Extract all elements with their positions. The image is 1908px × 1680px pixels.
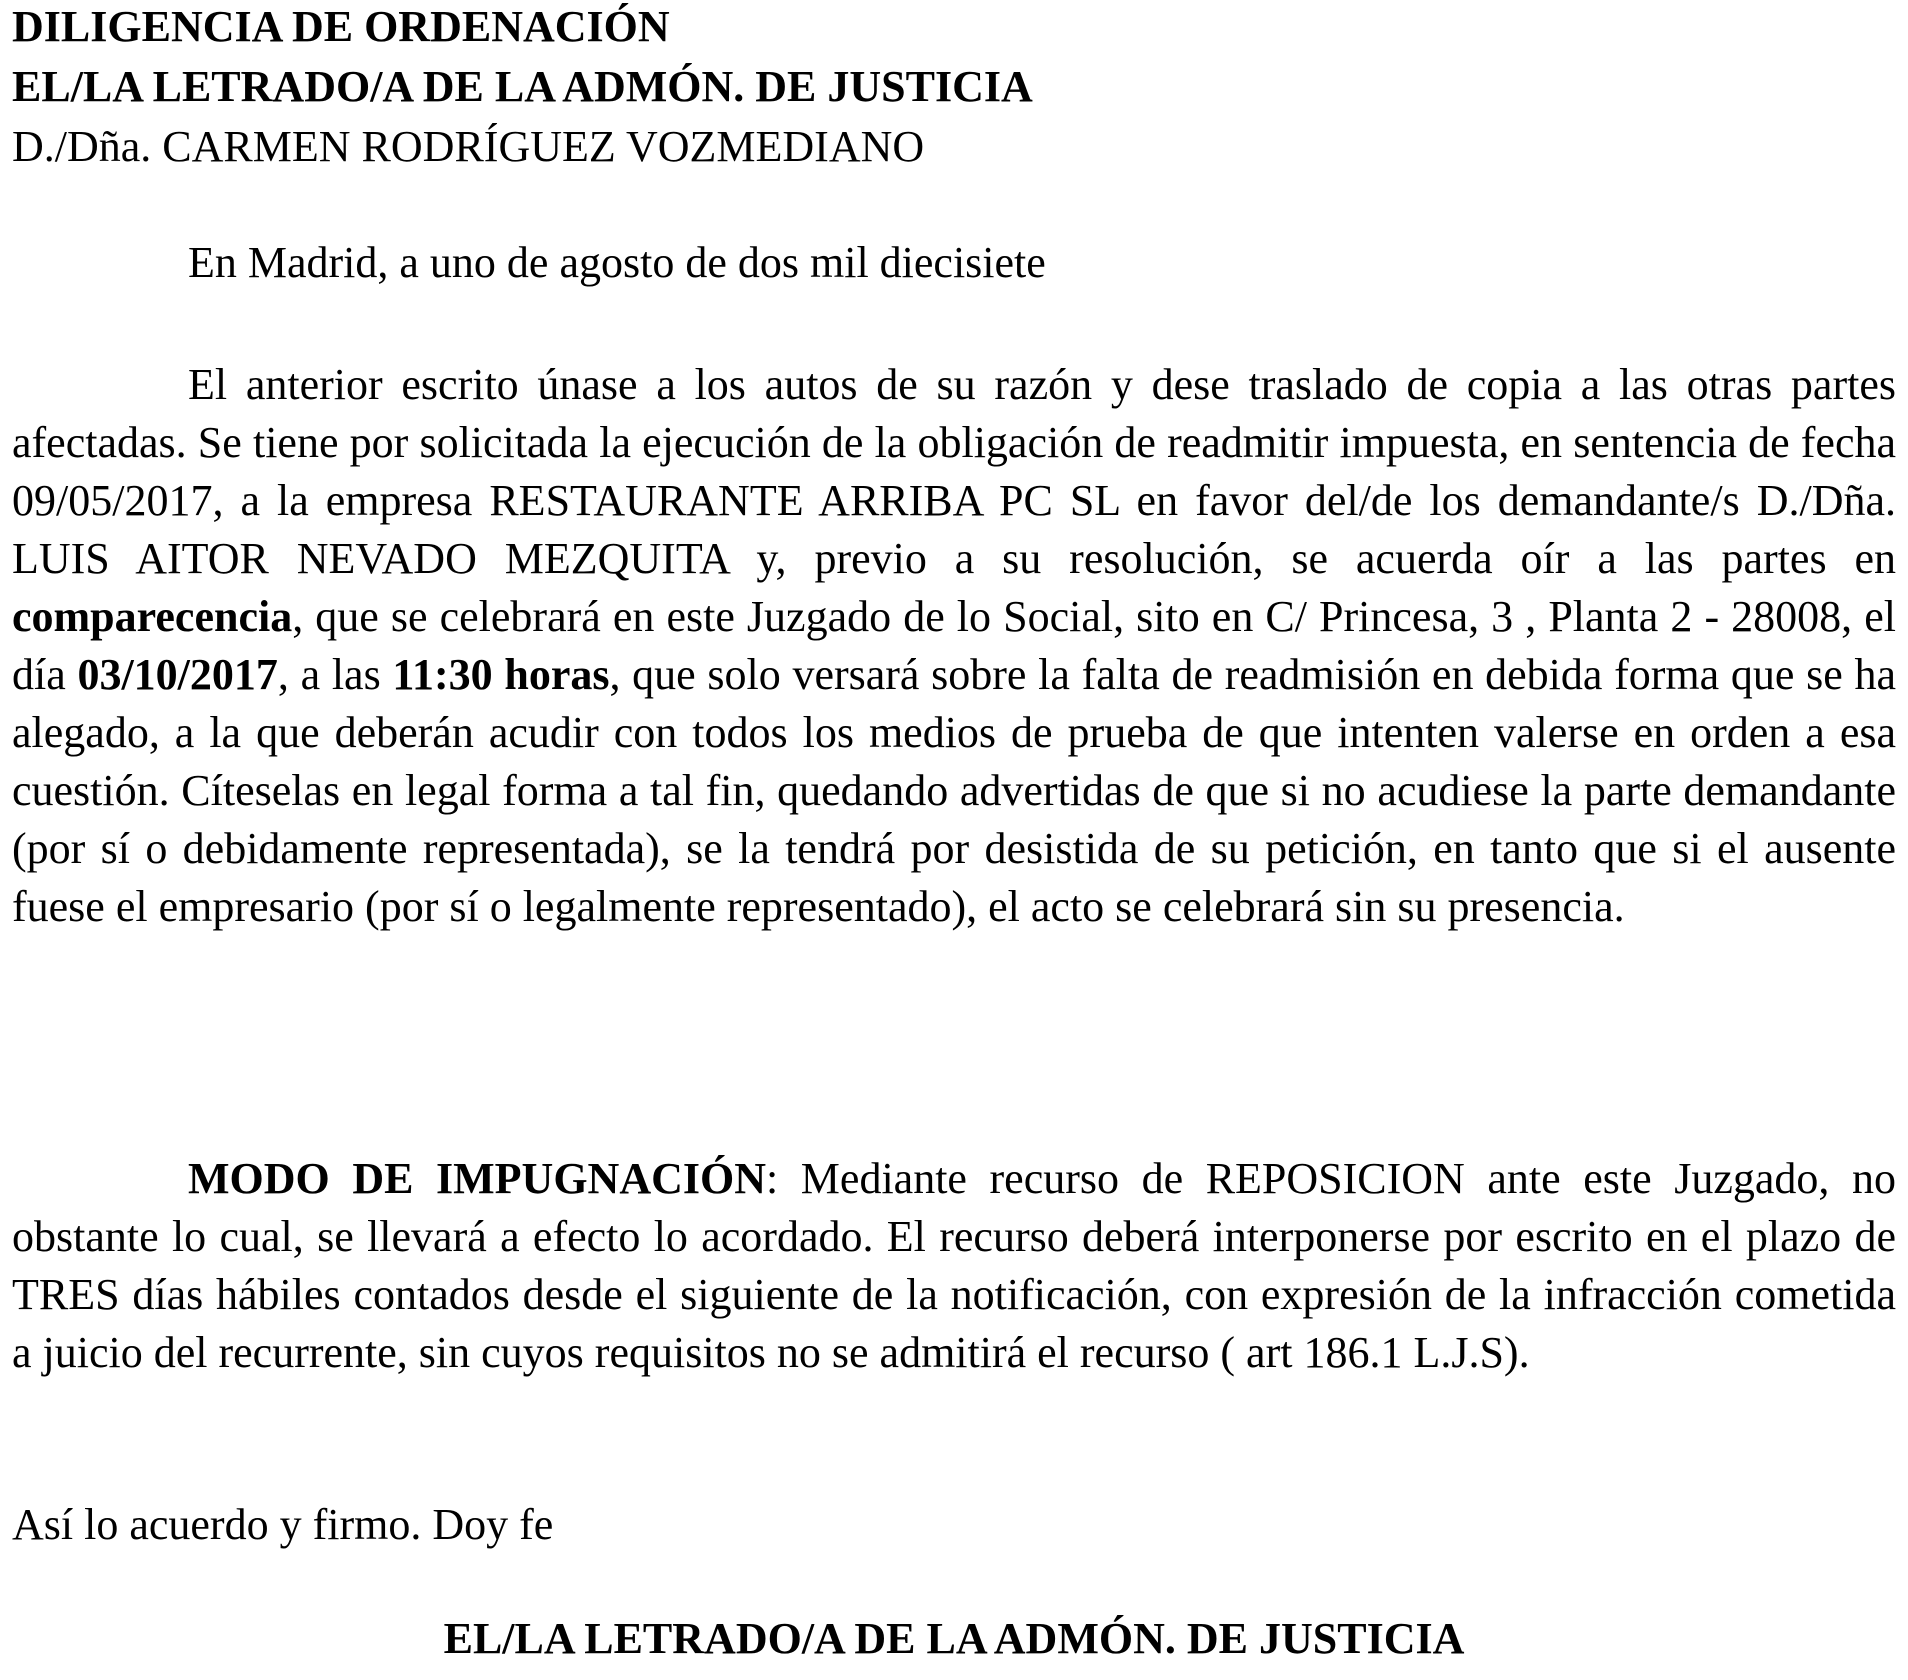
order-text-4: , que solo versará sobre la falta de readmisión en debida forma que se ha alegado, a la que deberán acudir con todos los medios de prueba de que intenten valerse en orden a esa cuestión. Cíteselas en legal forma a tal fin, quedando advertidas de que si no acudiese la parte demandante (por sí o debidamente representada), se la tendrá por desistida de su petición, en tanto que si el ausente fuese el empresario (por sí o legalmente representado), el acto se celebrará sin su presencia. xyxy=(12,650,1896,931)
order-text-3: , a las xyxy=(277,650,393,699)
appeal-paragraph xyxy=(12,1150,1896,1382)
footer-role-title: EL/LA LETRADO/A DE LA ADMÓN. DE JUSTICIA xyxy=(443,1614,1465,1663)
date-line: En Madrid, a uno de agosto de dos mil diecisiete xyxy=(188,238,1046,287)
document-title: DILIGENCIA DE ORDENACIÓN xyxy=(12,2,670,51)
official-name: D./Dña. CARMEN RODRÍGUEZ VOZMEDIANO xyxy=(12,122,925,171)
comparecencia-bold: comparecencia xyxy=(12,592,293,641)
order-text-2: , que se celebrará en este Juzgado de lo Social, sito en C/ Princesa, 3 , Planta 2 - 28008, el día xyxy=(12,592,1896,699)
appeal-text: : Mediante recurso de REPOSICION ante este Juzgado, no obstante lo cual, se llevará a efecto lo acordado. El recurso deberá interponerse por escrito en el plazo de TRES días hábiles contados desde el siguiente de la notificación, con expresión de la infracción cometida a juicio del recurrente, sin cuyos requisitos no se admitirá el recurso ( art 186.1 L.J.S). xyxy=(12,1154,1896,1377)
hearing-time: 11:30 horas xyxy=(392,650,610,699)
official-role: EL/LA LETRADO/A DE LA ADMÓN. DE JUSTICIA xyxy=(12,62,1033,111)
hearing-date: 03/10/2017 xyxy=(77,650,278,699)
signature-line: Así lo acuerdo y firmo. Doy fe xyxy=(12,1500,554,1549)
order-text-1: El anterior escrito únase a los autos de su razón y dese traslado de copia a las otras partes afectadas. Se tiene por solicitada la ejecución de la obligación de readmitir impuesta, en sentencia de fecha 09/05/2017, a la empresa RESTAURANTE ARRIBA PC SL en favor del/de los demandante/s D./Dña. LUIS AITOR NEVADO MEZQUITA y, previo a su resolución, se acuerda oír a las partes en xyxy=(12,360,1896,583)
order-paragraph xyxy=(12,356,1896,936)
appeal-heading: MODO DE IMPUGNACIÓN xyxy=(188,1154,766,1203)
